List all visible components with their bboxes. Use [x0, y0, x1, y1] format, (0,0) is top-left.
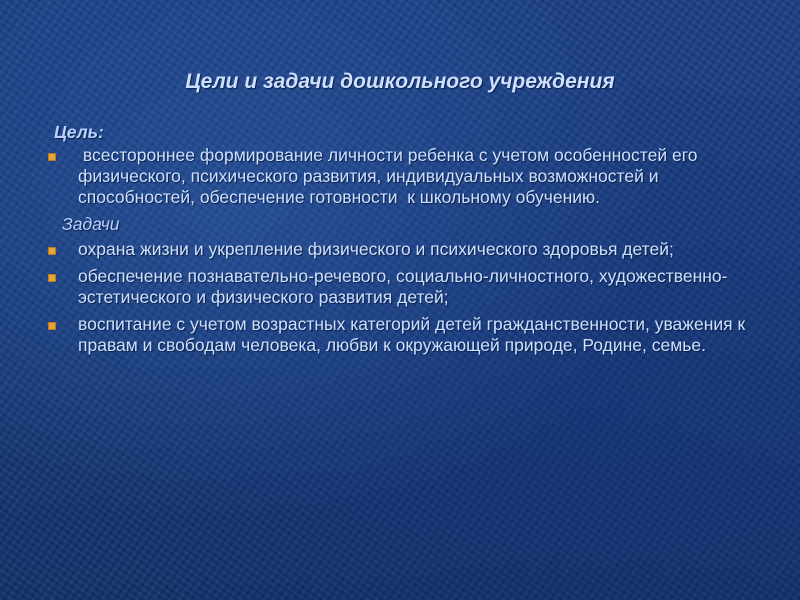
bullet-icon: [48, 153, 56, 161]
bullet-icon: [48, 322, 56, 330]
goal-label: Цель:: [54, 122, 104, 142]
task-item: [48, 314, 748, 356]
goal-text: всестороннее формирование личности ребенка с учетом особенностей его физического, психического развития, индивидуальных возможностей и способностей, обеспечение готовности к школьному обучению.: [78, 145, 703, 207]
tasks-label: Задачи: [62, 214, 120, 234]
slide-title: Цели и задачи дошкольного учреждения: [185, 70, 615, 93]
task-text: охрана жизни и укрепление физического и психического здоровья детей;: [78, 239, 674, 259]
task-item: [48, 266, 748, 308]
bullet-icon: [48, 274, 56, 282]
task-text: обеспечение познавательно-речевого, социально-личностного, художественно-эстетического и физического развития детей;: [78, 266, 728, 307]
bullet-icon: [48, 247, 56, 255]
goal-item: [48, 145, 748, 208]
slide-content: [48, 122, 748, 362]
task-text: воспитание с учетом возрастных категорий детей гражданственности, уважения к правам и свободам человека, любви к окружающей природе, Родине, семье.: [78, 314, 746, 355]
task-item: [48, 239, 748, 260]
